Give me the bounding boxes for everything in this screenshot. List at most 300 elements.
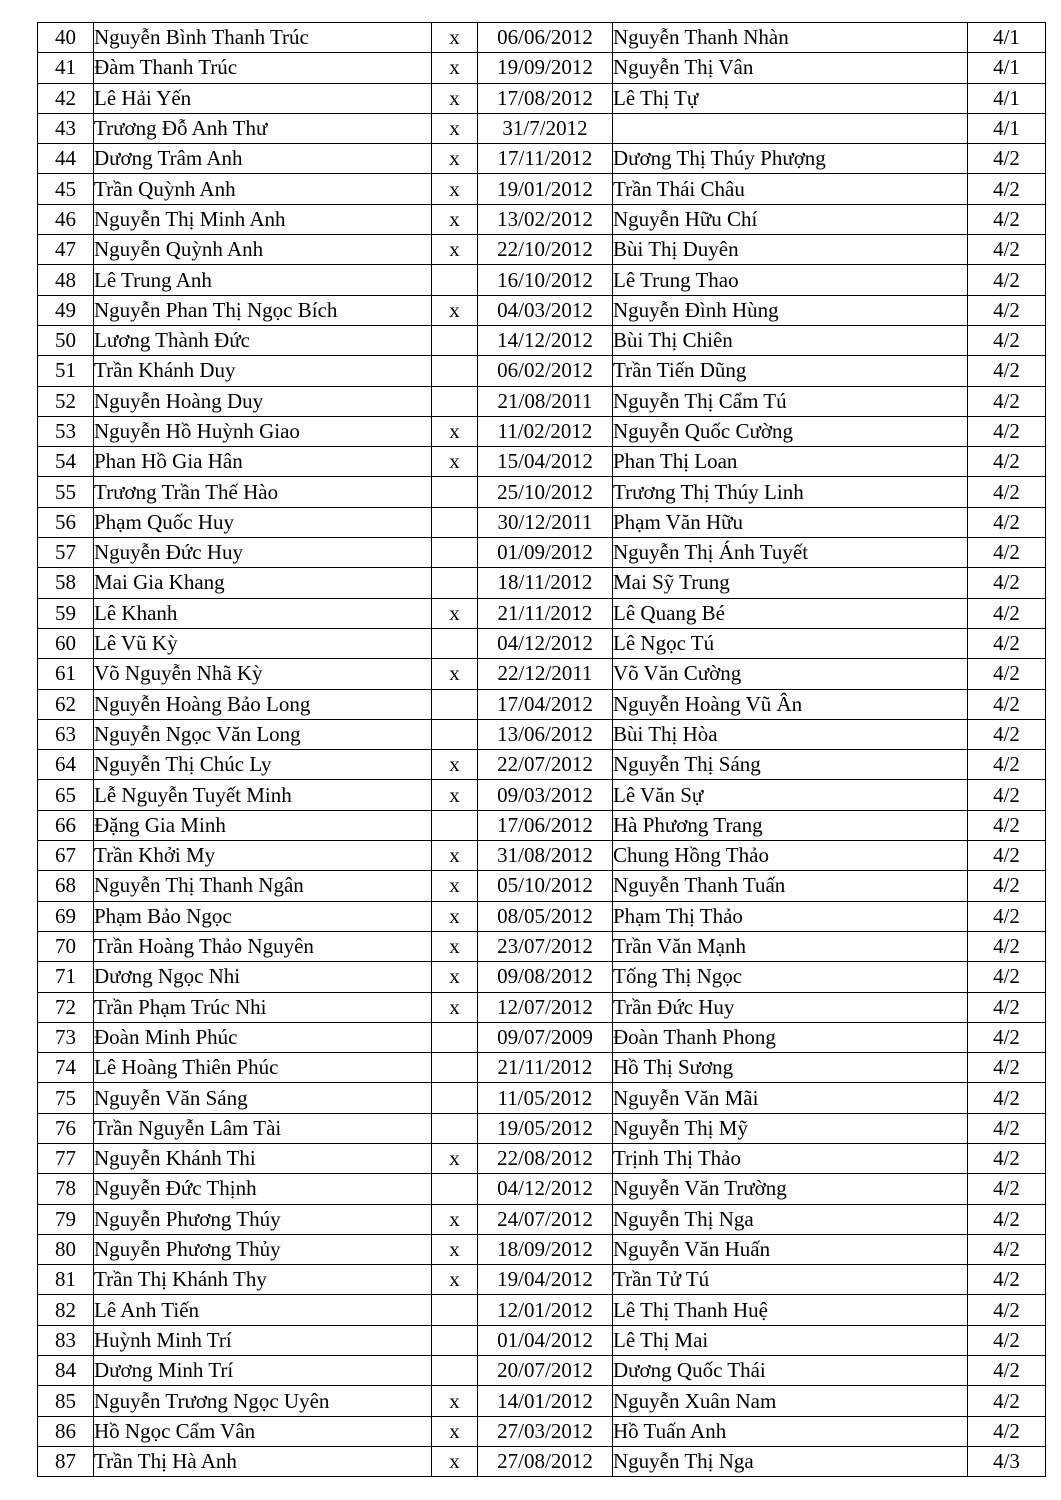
date-of-birth: 04/12/2012 (478, 1174, 613, 1204)
female-mark: x (432, 23, 478, 53)
female-mark (432, 386, 478, 416)
date-of-birth: 05/10/2012 (478, 871, 613, 901)
parent-name: Đoàn Thanh Phong (613, 1022, 968, 1052)
parent-name: Lê Ngọc Tú (613, 628, 968, 658)
student-name: Đặng Gia Minh (94, 810, 432, 840)
class-name: 4/2 (968, 568, 1046, 598)
student-name: Nguyễn Đức Huy (94, 538, 432, 568)
table-row (38, 628, 1046, 658)
student-name: Lê Vũ Kỳ (94, 628, 432, 658)
row-number: 59 (38, 598, 94, 628)
parent-name: Phan Thị Loan (613, 447, 968, 477)
class-name: 4/2 (968, 810, 1046, 840)
date-of-birth: 19/01/2012 (478, 174, 613, 204)
class-name: 4/2 (968, 295, 1046, 325)
class-name: 4/2 (968, 1053, 1046, 1083)
class-name: 4/1 (968, 23, 1046, 53)
parent-name: Bùi Thị Hòa (613, 719, 968, 749)
row-number: 86 (38, 1416, 94, 1446)
table-row (38, 144, 1046, 174)
table-row (38, 204, 1046, 234)
row-number: 62 (38, 689, 94, 719)
class-name: 4/2 (968, 447, 1046, 477)
table-row (38, 719, 1046, 749)
student-roster-table (37, 22, 1046, 1477)
date-of-birth: 11/02/2012 (478, 416, 613, 446)
parent-name: Nguyễn Văn Trường (613, 1174, 968, 1204)
row-number: 47 (38, 235, 94, 265)
female-mark (432, 689, 478, 719)
row-number: 78 (38, 1174, 94, 1204)
date-of-birth: 21/08/2011 (478, 386, 613, 416)
date-of-birth: 17/04/2012 (478, 689, 613, 719)
female-mark (432, 265, 478, 295)
student-name: Nguyễn Phan Thị Ngọc Bích (94, 295, 432, 325)
class-name: 4/2 (968, 931, 1046, 961)
parent-name: Nguyễn Thị Nga (613, 1204, 968, 1234)
row-number: 71 (38, 962, 94, 992)
female-mark (432, 1113, 478, 1143)
date-of-birth: 30/12/2011 (478, 507, 613, 537)
female-mark: x (432, 174, 478, 204)
parent-name: Nguyễn Hữu Chí (613, 204, 968, 234)
table-row (38, 1356, 1046, 1386)
row-number: 50 (38, 325, 94, 355)
date-of-birth: 14/12/2012 (478, 325, 613, 355)
parent-name: Hồ Thị Sương (613, 1053, 968, 1083)
student-name: Nguyễn Quỳnh Anh (94, 235, 432, 265)
parent-name: Trịnh Thị Thảo (613, 1143, 968, 1173)
date-of-birth: 24/07/2012 (478, 1204, 613, 1234)
parent-name: Nguyễn Thị Mỹ (613, 1113, 968, 1143)
class-name: 4/2 (968, 689, 1046, 719)
class-name: 4/1 (968, 113, 1046, 143)
class-name: 4/2 (968, 1083, 1046, 1113)
row-number: 83 (38, 1325, 94, 1355)
female-mark (432, 507, 478, 537)
student-name: Nguyễn Văn Sáng (94, 1083, 432, 1113)
table-row (38, 1325, 1046, 1355)
row-number: 45 (38, 174, 94, 204)
student-name: Nguyễn Hoàng Bảo Long (94, 689, 432, 719)
class-name: 4/1 (968, 83, 1046, 113)
table-row (38, 386, 1046, 416)
parent-name: Nguyễn Văn Huấn (613, 1234, 968, 1264)
table-row (38, 1386, 1046, 1416)
table-row (38, 659, 1046, 689)
female-mark: x (432, 53, 478, 83)
class-name: 4/2 (968, 659, 1046, 689)
date-of-birth: 01/09/2012 (478, 538, 613, 568)
student-name: Nguyễn Ngọc Văn Long (94, 719, 432, 749)
student-name: Nguyễn Thị Minh Anh (94, 204, 432, 234)
table-row (38, 1265, 1046, 1295)
row-number: 74 (38, 1053, 94, 1083)
row-number: 87 (38, 1446, 94, 1476)
parent-name: Nguyễn Thị Nga (613, 1446, 968, 1476)
female-mark: x (432, 235, 478, 265)
parent-name: Hà Phương Trang (613, 810, 968, 840)
table-row (38, 810, 1046, 840)
row-number: 57 (38, 538, 94, 568)
class-name: 4/2 (968, 325, 1046, 355)
row-number: 49 (38, 295, 94, 325)
female-mark (432, 325, 478, 355)
parent-name: Phạm Văn Hữu (613, 507, 968, 537)
parent-name: Trần Tử Tú (613, 1265, 968, 1295)
female-mark: x (432, 204, 478, 234)
class-name: 4/2 (968, 1022, 1046, 1052)
female-mark (432, 1295, 478, 1325)
date-of-birth: 19/09/2012 (478, 53, 613, 83)
parent-name: Trần Tiến Dũng (613, 356, 968, 386)
female-mark: x (432, 144, 478, 174)
roster-body (38, 23, 1046, 1477)
female-mark: x (432, 113, 478, 143)
date-of-birth: 13/06/2012 (478, 719, 613, 749)
table-row (38, 53, 1046, 83)
student-name: Lê Hoàng Thiên Phúc (94, 1053, 432, 1083)
class-name: 4/2 (968, 628, 1046, 658)
date-of-birth: 08/05/2012 (478, 901, 613, 931)
table-row (38, 1083, 1046, 1113)
parent-name: Lê Thị Tự (613, 83, 968, 113)
parent-name: Nguyễn Đình Hùng (613, 295, 968, 325)
female-mark (432, 1083, 478, 1113)
parent-name: Hồ Tuấn Anh (613, 1416, 968, 1446)
student-name: Phạm Quốc Huy (94, 507, 432, 537)
table-row (38, 1234, 1046, 1264)
female-mark: x (432, 750, 478, 780)
student-name: Dương Minh Trí (94, 1356, 432, 1386)
class-name: 4/2 (968, 386, 1046, 416)
row-number: 54 (38, 447, 94, 477)
table-row (38, 477, 1046, 507)
row-number: 60 (38, 628, 94, 658)
row-number: 66 (38, 810, 94, 840)
row-number: 72 (38, 992, 94, 1022)
table-row (38, 416, 1046, 446)
date-of-birth: 01/04/2012 (478, 1325, 613, 1355)
female-mark: x (432, 841, 478, 871)
table-row (38, 1022, 1046, 1052)
parent-name: Trần Văn Mạnh (613, 931, 968, 961)
row-number: 44 (38, 144, 94, 174)
parent-name: Dương Thị Thúy Phượng (613, 144, 968, 174)
female-mark: x (432, 447, 478, 477)
female-mark (432, 1174, 478, 1204)
class-name: 4/2 (968, 992, 1046, 1022)
date-of-birth: 20/07/2012 (478, 1356, 613, 1386)
class-name: 4/2 (968, 962, 1046, 992)
student-name: Dương Trâm Anh (94, 144, 432, 174)
student-name: Trần Nguyễn Lâm Tài (94, 1113, 432, 1143)
table-row (38, 780, 1046, 810)
row-number: 75 (38, 1083, 94, 1113)
parent-name: Nguyễn Thị Ánh Tuyết (613, 538, 968, 568)
class-name: 4/2 (968, 507, 1046, 537)
row-number: 77 (38, 1143, 94, 1173)
row-number: 55 (38, 477, 94, 507)
parent-name: Lê Quang Bé (613, 598, 968, 628)
date-of-birth: 19/04/2012 (478, 1265, 613, 1295)
class-name: 4/2 (968, 174, 1046, 204)
date-of-birth: 19/05/2012 (478, 1113, 613, 1143)
class-name: 4/2 (968, 204, 1046, 234)
parent-name: Nguyễn Văn Mãi (613, 1083, 968, 1113)
parent-name (613, 113, 968, 143)
date-of-birth: 15/04/2012 (478, 447, 613, 477)
class-name: 4/2 (968, 235, 1046, 265)
class-name: 4/2 (968, 841, 1046, 871)
class-name: 4/2 (968, 780, 1046, 810)
female-mark: x (432, 1265, 478, 1295)
date-of-birth: 21/11/2012 (478, 598, 613, 628)
student-name: Mai Gia Khang (94, 568, 432, 598)
parent-name: Trương Thị Thúy Linh (613, 477, 968, 507)
female-mark: x (432, 962, 478, 992)
female-mark: x (432, 871, 478, 901)
date-of-birth: 14/01/2012 (478, 1386, 613, 1416)
parent-name: Bùi Thị Chiên (613, 325, 968, 355)
table-row (38, 841, 1046, 871)
class-name: 4/2 (968, 477, 1046, 507)
table-row (38, 1295, 1046, 1325)
female-mark (432, 356, 478, 386)
row-number: 51 (38, 356, 94, 386)
row-number: 42 (38, 83, 94, 113)
table-row (38, 174, 1046, 204)
date-of-birth: 12/01/2012 (478, 1295, 613, 1325)
student-name: Lễ Nguyễn Tuyết Minh (94, 780, 432, 810)
female-mark: x (432, 1416, 478, 1446)
table-row (38, 1446, 1046, 1476)
female-mark: x (432, 780, 478, 810)
table-row (38, 235, 1046, 265)
female-mark (432, 1356, 478, 1386)
class-name: 4/2 (968, 1174, 1046, 1204)
parent-name: Nguyễn Thanh Tuấn (613, 871, 968, 901)
student-name: Lương Thành Đức (94, 325, 432, 355)
student-name: Nguyễn Đức Thịnh (94, 1174, 432, 1204)
student-name: Trần Khánh Duy (94, 356, 432, 386)
female-mark (432, 1053, 478, 1083)
student-name: Huỳnh Minh Trí (94, 1325, 432, 1355)
row-number: 52 (38, 386, 94, 416)
date-of-birth: 17/11/2012 (478, 144, 613, 174)
row-number: 41 (38, 53, 94, 83)
class-name: 4/2 (968, 1204, 1046, 1234)
parent-name: Nguyễn Thị Vân (613, 53, 968, 83)
table-row (38, 356, 1046, 386)
row-number: 80 (38, 1234, 94, 1264)
table-row (38, 265, 1046, 295)
parent-name: Võ Văn Cường (613, 659, 968, 689)
row-number: 81 (38, 1265, 94, 1295)
table-row (38, 83, 1046, 113)
date-of-birth: 27/03/2012 (478, 1416, 613, 1446)
class-name: 4/2 (968, 750, 1046, 780)
student-name: Nguyễn Hoàng Duy (94, 386, 432, 416)
date-of-birth: 22/08/2012 (478, 1143, 613, 1173)
female-mark (432, 1325, 478, 1355)
parent-name: Nguyễn Thị Cẩm Tú (613, 386, 968, 416)
female-mark: x (432, 1446, 478, 1476)
female-mark (432, 719, 478, 749)
student-name: Phan Hồ Gia Hân (94, 447, 432, 477)
row-number: 85 (38, 1386, 94, 1416)
date-of-birth: 31/7/2012 (478, 113, 613, 143)
female-mark (432, 628, 478, 658)
student-name: Trần Hoàng Thảo Nguyên (94, 931, 432, 961)
row-number: 70 (38, 931, 94, 961)
class-name: 4/2 (968, 1143, 1046, 1173)
date-of-birth: 11/05/2012 (478, 1083, 613, 1113)
student-name: Hồ Ngọc Cẩm Vân (94, 1416, 432, 1446)
table-row (38, 538, 1046, 568)
row-number: 53 (38, 416, 94, 446)
date-of-birth: 22/10/2012 (478, 235, 613, 265)
table-row (38, 295, 1046, 325)
student-name: Phạm Bảo Ngọc (94, 901, 432, 931)
date-of-birth: 23/07/2012 (478, 931, 613, 961)
female-mark: x (432, 992, 478, 1022)
female-mark: x (432, 83, 478, 113)
class-name: 4/3 (968, 1446, 1046, 1476)
student-name: Nguyễn Trương Ngọc Uyên (94, 1386, 432, 1416)
class-name: 4/2 (968, 538, 1046, 568)
class-name: 4/2 (968, 1386, 1046, 1416)
table-row (38, 23, 1046, 53)
female-mark: x (432, 659, 478, 689)
female-mark (432, 1022, 478, 1052)
date-of-birth: 09/03/2012 (478, 780, 613, 810)
female-mark: x (432, 295, 478, 325)
row-number: 73 (38, 1022, 94, 1052)
table-row (38, 1416, 1046, 1446)
date-of-birth: 22/12/2011 (478, 659, 613, 689)
table-row (38, 992, 1046, 1022)
row-number: 79 (38, 1204, 94, 1234)
parent-name: Trần Đức Huy (613, 992, 968, 1022)
parent-name: Mai Sỹ Trung (613, 568, 968, 598)
class-name: 4/2 (968, 1234, 1046, 1264)
parent-name: Dương Quốc Thái (613, 1356, 968, 1386)
row-number: 63 (38, 719, 94, 749)
female-mark: x (432, 598, 478, 628)
student-name: Đàm Thanh Trúc (94, 53, 432, 83)
student-name: Võ Nguyễn Nhã Kỳ (94, 659, 432, 689)
class-name: 4/1 (968, 53, 1046, 83)
student-name: Dương Ngọc Nhi (94, 962, 432, 992)
date-of-birth: 25/10/2012 (478, 477, 613, 507)
date-of-birth: 22/07/2012 (478, 750, 613, 780)
table-row (38, 1053, 1046, 1083)
female-mark (432, 568, 478, 598)
row-number: 68 (38, 871, 94, 901)
student-name: Trương Đỗ Anh Thư (94, 113, 432, 143)
student-name: Lê Khanh (94, 598, 432, 628)
table-row (38, 750, 1046, 780)
table-row (38, 962, 1046, 992)
parent-name: Nguyễn Xuân Nam (613, 1386, 968, 1416)
student-name: Trần Khởi My (94, 841, 432, 871)
table-row (38, 689, 1046, 719)
female-mark (432, 538, 478, 568)
class-name: 4/2 (968, 901, 1046, 931)
date-of-birth: 04/12/2012 (478, 628, 613, 658)
date-of-birth: 04/03/2012 (478, 295, 613, 325)
date-of-birth: 17/08/2012 (478, 83, 613, 113)
student-name: Đoàn Minh Phúc (94, 1022, 432, 1052)
table-row (38, 325, 1046, 355)
class-name: 4/2 (968, 265, 1046, 295)
class-name: 4/2 (968, 416, 1046, 446)
date-of-birth: 18/11/2012 (478, 568, 613, 598)
table-row (38, 931, 1046, 961)
table-row (38, 113, 1046, 143)
student-name: Nguyễn Khánh Thi (94, 1143, 432, 1173)
student-name: Trần Quỳnh Anh (94, 174, 432, 204)
table-row (38, 871, 1046, 901)
parent-name: Lê Thị Mai (613, 1325, 968, 1355)
student-name: Nguyễn Thị Thanh Ngân (94, 871, 432, 901)
date-of-birth: 09/07/2009 (478, 1022, 613, 1052)
parent-name: Nguyễn Hoàng Vũ Ân (613, 689, 968, 719)
female-mark: x (432, 1386, 478, 1416)
student-name: Trương Trần Thế Hào (94, 477, 432, 507)
table-row (38, 901, 1046, 931)
parent-name: Nguyễn Quốc Cường (613, 416, 968, 446)
date-of-birth: 17/06/2012 (478, 810, 613, 840)
row-number: 69 (38, 901, 94, 931)
class-name: 4/2 (968, 1325, 1046, 1355)
row-number: 84 (38, 1356, 94, 1386)
student-name: Nguyễn Phương Thúy (94, 1204, 432, 1234)
date-of-birth: 06/06/2012 (478, 23, 613, 53)
parent-name: Lê Thị Thanh Huệ (613, 1295, 968, 1325)
row-number: 82 (38, 1295, 94, 1325)
row-number: 64 (38, 750, 94, 780)
female-mark (432, 477, 478, 507)
class-name: 4/2 (968, 1416, 1046, 1446)
class-name: 4/2 (968, 356, 1046, 386)
date-of-birth: 18/09/2012 (478, 1234, 613, 1264)
student-name: Nguyễn Phương Thủy (94, 1234, 432, 1264)
row-number: 46 (38, 204, 94, 234)
parent-name: Chung Hồng Thảo (613, 841, 968, 871)
class-name: 4/2 (968, 598, 1046, 628)
table-row (38, 1143, 1046, 1173)
female-mark: x (432, 1143, 478, 1173)
date-of-birth: 27/08/2012 (478, 1446, 613, 1476)
student-name: Trần Phạm Trúc Nhi (94, 992, 432, 1022)
female-mark: x (432, 931, 478, 961)
date-of-birth: 21/11/2012 (478, 1053, 613, 1083)
student-name: Nguyễn Thị Chúc Ly (94, 750, 432, 780)
female-mark: x (432, 901, 478, 931)
parent-name: Lê Văn Sự (613, 780, 968, 810)
class-name: 4/2 (968, 871, 1046, 901)
date-of-birth: 06/02/2012 (478, 356, 613, 386)
parent-name: Bùi Thị Duyên (613, 235, 968, 265)
parent-name: Tống Thị Ngọc (613, 962, 968, 992)
row-number: 65 (38, 780, 94, 810)
parent-name: Nguyễn Thị Sáng (613, 750, 968, 780)
class-name: 4/2 (968, 1356, 1046, 1386)
student-name: Trần Thị Khánh Thy (94, 1265, 432, 1295)
parent-name: Nguyễn Thanh Nhàn (613, 23, 968, 53)
